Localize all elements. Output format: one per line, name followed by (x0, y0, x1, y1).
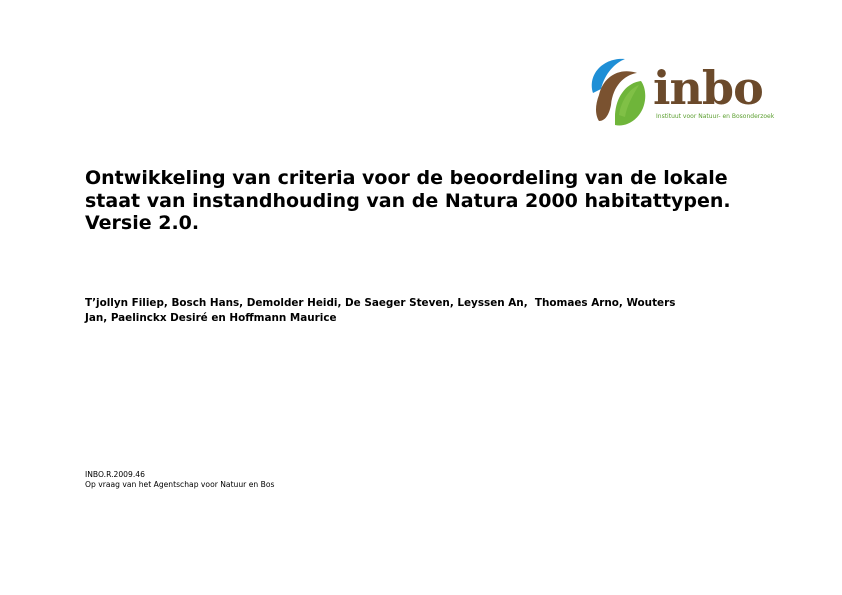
inbo-tagline: Instituut voor Natuur- en Bosonderzoek (656, 113, 775, 120)
author-line: Jan, Paelinckx Desiré en Hoffmann Maurice (85, 311, 337, 324)
inbo-logo-mark (585, 55, 649, 127)
author-list (85, 296, 785, 325)
report-title-line: staat van instandhouding van de Natura 2000 habitattypen. (85, 189, 731, 212)
report-meta (85, 470, 274, 489)
report-number: INBO.R.2009.46 (85, 470, 145, 479)
commissioned-by: Op vraag van het Agentschap voor Natuur en Bos (85, 479, 275, 489)
inbo-wordmark: inbo (653, 61, 763, 115)
report-title-line: Versie 2.0. (85, 212, 200, 234)
report-title-line: Ontwikkeling van criteria voor de beoordeling van de lokale (85, 167, 728, 189)
report-title (85, 167, 785, 235)
inbo-logo (585, 55, 790, 130)
author-line: T’jollyn Filiep, Bosch Hans, Demolder Heidi, De Saeger Steven, Leyssen An, Thomaes Arno, Wouters (85, 297, 676, 309)
logo-green-segment (615, 81, 645, 126)
